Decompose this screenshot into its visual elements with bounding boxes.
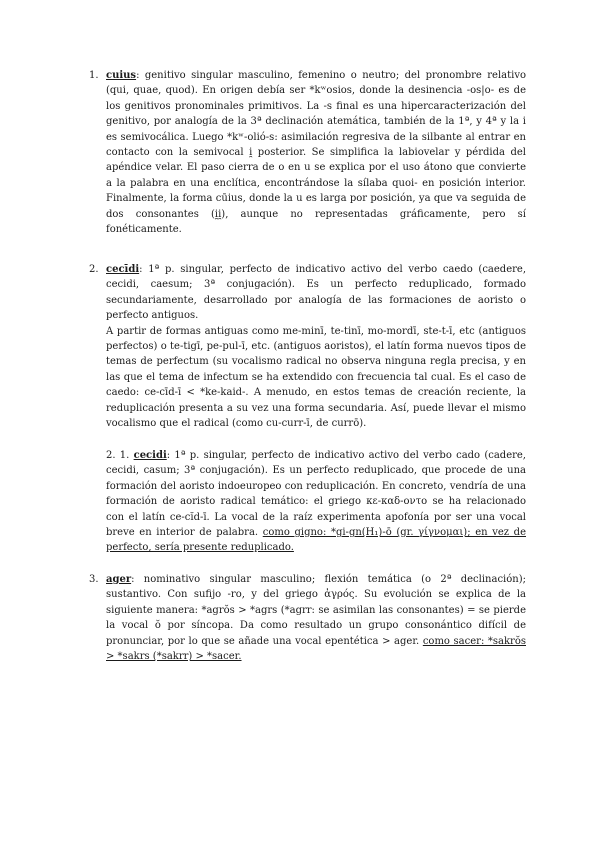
entry-number: 3. (89, 574, 99, 585)
entry-lemma: ager (106, 574, 132, 585)
entry-text: : genitivo singular masculino, femenino o neutro; del pronombre relativo (qui, quae, quod). En origen debía ser *kʷosios, donde la desinencia -os|o- es de los genitivos pronominales primitivos. La -s final es una hipercaracterización del genitivo, por analogía de la 3ª declinación atemática, también de la 1ª, y 4ª y la i es semivocálica. Luego *kʷ-olió-s: asimilación regresiva de la silbante al entrar en contacto con la semivocal i̯ posterior. Se simplifica la labiovelar y pérdida del apéndice velar. El paso cierra de o en u se explica por el uso átono que convierte a la palabra en una enclítica, encontrándose la sílaba quoi- en posición interior. Finalmente, la forma cūius, donde la u es larga por posición, ya que va seguida de dos consonantes (i̯i̯), aunque no representadas gráficamente, pero sí fonéticamente. (106, 70, 526, 236)
entry-2 (89, 262, 526, 431)
entry-1 (89, 68, 526, 237)
entry-number: 1. (89, 70, 99, 81)
entry-lemma: cuius (106, 70, 137, 81)
entry-paragraph: A partir de formas antiguas como me-minī, te-tinī, mo-mordī, ste-t-ī, etc (antiguos perfectos) o te-tigī, pe-pul-ī, etc. (antiguos aoristos), el latín forma nuevos tipos de temas de perfectum (su vocalismo radical no observa ninguna regla precisa, y en las que el tema de infectum se ha extendido con frecuencia tal cual. Es el caso de caedo: ce-cīd-ī < *ke-kaid-. A menudo, en estos temas de creación reciente, la reduplicación presenta a su vez una forma secundaria. Así, puede llevar el mismo vocalismo que el radical (como cu-curr-ī, de currō). (106, 325, 526, 430)
entry-underlined-note: como gigno: *gi-gn(H₁)-ō (gr. γίγνομαι); en vez de perfecto, sería presente reduplicado. (106, 527, 526, 554)
entry-lemma: cecīdi (106, 264, 140, 275)
entry-text: : 1ª p. singular, perfecto de indicativo activo del verbo cado (cadere, cecidi, casum; 3ª conjugación). Es un perfecto reduplicado, que procede de una formación del aoristo indoeuropeo con reduplicación. En concreto, vendría de una formación de aoristo radical temático: el griego κε-καδ-οντο se ha relacionado con el latín ce-cĭd-ī. La vocal de la raíz experimenta apofonía por ser una vocal breve en interior de palabra. (106, 450, 526, 539)
entry-number: 2. (89, 264, 99, 275)
entry-2-1 (106, 448, 526, 556)
entry-text: : 1ª p. singular, perfecto de indicativo activo del verbo caedo (caedere, cecidi, caesum; 3ª conjugación). Es un perfecto reduplicado, formado secundariamente, desarrollado por analogía de las formaciones de aoristo o perfecto antiguos. (106, 264, 526, 322)
entry-text: : nominativo singular masculino; flexión temática (o 2ª declinación); sustantivo. Con sufijo -ro, y del griego ἀγρός. Su evolución se explica de la siguiente manera: *agrŏs > *agrs (*agrr: se asimilan las consonantes) = se pierde la vocal ŏ por síncopa. Da como resultado un grupo consonántico difícil de pronunciar, por lo que se añade una vocal epentética > ager. (106, 574, 526, 647)
entry-3 (89, 572, 526, 664)
entry-underlined-note: como sacer: *sakrŏs > *sakrs (*sakrr) > *sacer. (106, 635, 526, 663)
entry-lemma: cecidi (133, 450, 167, 461)
entry-number: 2. 1. (106, 450, 130, 461)
